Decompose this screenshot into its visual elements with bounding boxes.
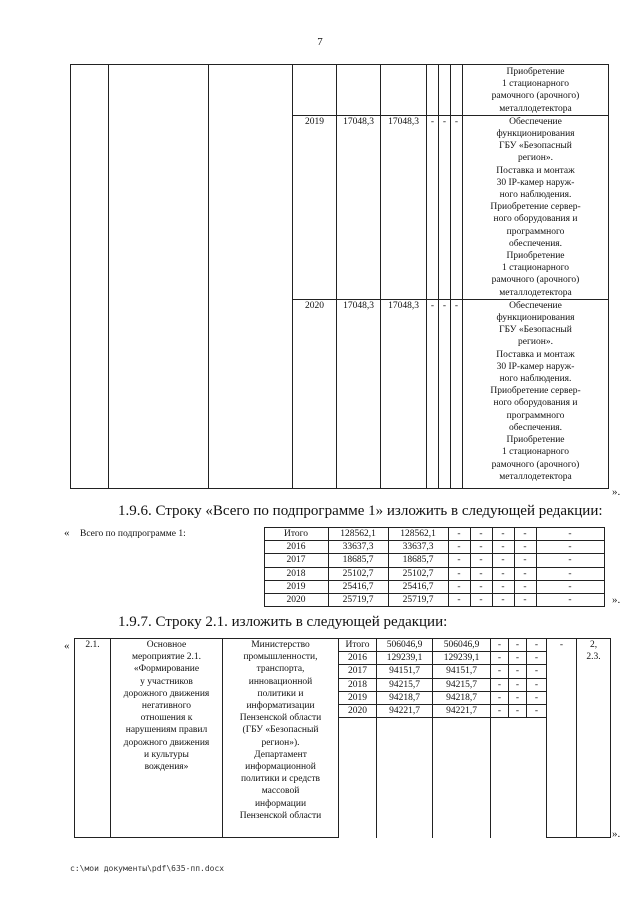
fund-cell: - <box>448 528 470 541</box>
measure-name-cell: Основное мероприятие 2.1. «Формирование у участников дорожного движения негативного отношения к нарушениям правил дорожного движения и культуры вождения» <box>111 639 223 838</box>
budget-cell: 94215,7 <box>433 678 491 691</box>
total-cell: 33637,3 <box>328 541 388 554</box>
fund-cell: - <box>527 665 547 678</box>
total-cell: 128562,1 <box>328 528 388 541</box>
fund-cell: - <box>439 299 451 488</box>
fund-cell <box>451 65 463 116</box>
year-cell: 2017 <box>339 665 377 678</box>
budget-cell: 129239,1 <box>433 652 491 665</box>
budget-cell: 94151,7 <box>433 665 491 678</box>
section-heading-1-9-7: 1.9.7. Строку 2.1. изложить в следующей редакции: <box>118 614 448 630</box>
fund-cell: - <box>491 678 509 691</box>
blank-cell <box>339 718 377 838</box>
fund-cell: - <box>527 639 547 652</box>
total-cell: 25102,7 <box>328 567 388 580</box>
subprogram-total-table <box>74 527 605 607</box>
year-cell: 2020 <box>293 299 337 488</box>
fund-cell: - <box>451 299 463 488</box>
blank-cell <box>377 718 433 838</box>
total-cell: 25416,7 <box>328 580 388 593</box>
fund-cell: - <box>448 541 470 554</box>
budget-cell: 128562,1 <box>388 528 448 541</box>
year-cell: Итого <box>339 639 377 652</box>
total-cell <box>337 65 381 116</box>
item-number-cell: 2.1. <box>75 639 111 838</box>
fund-cell: - <box>491 665 509 678</box>
fund-cell: - <box>470 594 492 607</box>
budget-cell: 25102,7 <box>388 567 448 580</box>
section-heading-1-9-6: 1.9.6. Строку «Всего по подпрограмме 1» изложить в следующей редакции: <box>118 503 603 519</box>
fund-cell: - <box>439 115 451 299</box>
budget-cell <box>381 65 427 116</box>
year-cell: Итого <box>264 528 328 541</box>
year-cell: 2020 <box>339 705 377 718</box>
fund-cell: - <box>492 594 514 607</box>
total-cell: 17048,3 <box>337 115 381 299</box>
measure-2-1-table <box>74 638 611 838</box>
closing-quote: ». <box>612 486 621 498</box>
fund-cell: - <box>470 554 492 567</box>
budget-cell: 25416,7 <box>388 580 448 593</box>
blank-cell <box>71 65 109 489</box>
budget-cell: 94221,7 <box>433 705 491 718</box>
fund-cell: - <box>427 115 439 299</box>
budget-cell: 25719,7 <box>388 594 448 607</box>
description-cell: Обеспечение функционирования ГБУ «Безопасный регион». Поставка и монтаж 30 IP-камер наруж- ного наблюдения. Приобретение сервер- ного оборудования и программного обеспечения. Приобретение 1 стационарного рамочного (арочного) металлодетектора <box>463 299 609 488</box>
fund-cell: - <box>492 567 514 580</box>
year-cell: 2020 <box>264 594 328 607</box>
budget-cell: 17048,3 <box>381 115 427 299</box>
budget-cell: 506046,9 <box>433 639 491 652</box>
fund-cell: - <box>536 567 604 580</box>
fund-cell <box>439 65 451 116</box>
fund-cell: - <box>514 567 536 580</box>
blank-cell <box>527 718 547 838</box>
fund-cell: - <box>492 541 514 554</box>
indicators-cell: 2, 2.3. <box>577 639 611 838</box>
blank-cell <box>209 65 293 489</box>
budget-cell: 94218,7 <box>433 691 491 704</box>
year-cell: 2016 <box>264 541 328 554</box>
closing-quote: ». <box>612 594 621 606</box>
fund-cell: - <box>509 678 527 691</box>
year-cell: 2019 <box>339 691 377 704</box>
fund-cell: - <box>491 639 509 652</box>
blank-cell <box>109 65 209 489</box>
fund-cell: - <box>491 705 509 718</box>
year-cell: 2017 <box>264 554 328 567</box>
fund-cell: - <box>527 678 547 691</box>
fund-cell: - <box>470 580 492 593</box>
description-cell: Приобретение 1 стационарного рамочного (арочного) металлодетектора <box>463 65 609 116</box>
fund-cell: - <box>509 705 527 718</box>
total-cell: 506046,9 <box>377 639 433 652</box>
fund-cell: - <box>536 580 604 593</box>
year-cell: 2018 <box>264 567 328 580</box>
total-cell: 25719,7 <box>328 594 388 607</box>
fund-cell: - <box>492 554 514 567</box>
fund-cell <box>427 65 439 116</box>
fund-cell: - <box>527 652 547 665</box>
program-table-continuation <box>70 64 609 489</box>
description-cell: Обеспечение функционирования ГБУ «Безопасный регион». Поставка и монтаж 30 IP-камер наруж- ного наблюдения. Приобретение сервер- ного оборудования и программного обеспечения. Приобретение 1 стационарного рамочного (арочного) металлодетектора <box>463 115 609 299</box>
budget-cell: 18685,7 <box>388 554 448 567</box>
fund-cell: - <box>527 705 547 718</box>
fund-cell: - <box>514 554 536 567</box>
fund-cell: - <box>536 528 604 541</box>
closing-quote: ». <box>612 828 621 840</box>
fund-cell: - <box>527 691 547 704</box>
total-cell: 94218,7 <box>377 691 433 704</box>
fund-cell: - <box>470 567 492 580</box>
opening-quote: « <box>64 640 70 652</box>
file-path-footer: c:\мои документы\pdf\635-пп.docx <box>70 864 225 873</box>
total-cell: 17048,3 <box>337 299 381 488</box>
fund-cell: - <box>509 665 527 678</box>
fund-cell: - <box>491 691 509 704</box>
fund-cell: - <box>514 541 536 554</box>
year-cell: 2018 <box>339 678 377 691</box>
year-cell <box>293 65 337 116</box>
year-cell: 2019 <box>264 580 328 593</box>
blank-cell <box>433 718 491 838</box>
subprogram-label: Всего по подпрограмме 1: <box>80 528 186 539</box>
fund-cell: - <box>491 652 509 665</box>
fund-cell: - <box>509 652 527 665</box>
opening-quote: « <box>64 527 70 539</box>
fund-cell: - <box>448 594 470 607</box>
fund-cell: - <box>470 528 492 541</box>
fund-cell: - <box>514 528 536 541</box>
fund-cell: - <box>536 554 604 567</box>
total-cell: 18685,7 <box>328 554 388 567</box>
fund-cell: - <box>514 594 536 607</box>
fund-cell: - <box>448 554 470 567</box>
blank-cell <box>491 718 509 838</box>
page-number: 7 <box>317 36 323 48</box>
year-cell: 2019 <box>293 115 337 299</box>
total-cell: 94151,7 <box>377 665 433 678</box>
budget-cell: 33637,3 <box>388 541 448 554</box>
fund-cell: - <box>509 691 527 704</box>
fund-cell: - <box>448 580 470 593</box>
fund-cell: - <box>536 594 604 607</box>
fund-cell: - <box>536 541 604 554</box>
fund-cell: - <box>492 528 514 541</box>
result-cell: - <box>547 639 577 838</box>
total-cell: 129239,1 <box>377 652 433 665</box>
fund-cell: - <box>448 567 470 580</box>
fund-cell: - <box>509 639 527 652</box>
fund-cell: - <box>470 541 492 554</box>
blank-cell <box>509 718 527 838</box>
fund-cell: - <box>492 580 514 593</box>
budget-cell: 17048,3 <box>381 299 427 488</box>
total-cell: 94215,7 <box>377 678 433 691</box>
fund-cell: - <box>451 115 463 299</box>
fund-cell: - <box>427 299 439 488</box>
fund-cell: - <box>514 580 536 593</box>
total-cell: 94221,7 <box>377 705 433 718</box>
year-cell: 2016 <box>339 652 377 665</box>
executor-cell: Министерство промышленности, транспорта, инновационной политики и информатизации Пензенской области (ГБУ «Безопасный регион»). Департамент информационной политики и средств массовой информации Пензенской области <box>223 639 339 838</box>
